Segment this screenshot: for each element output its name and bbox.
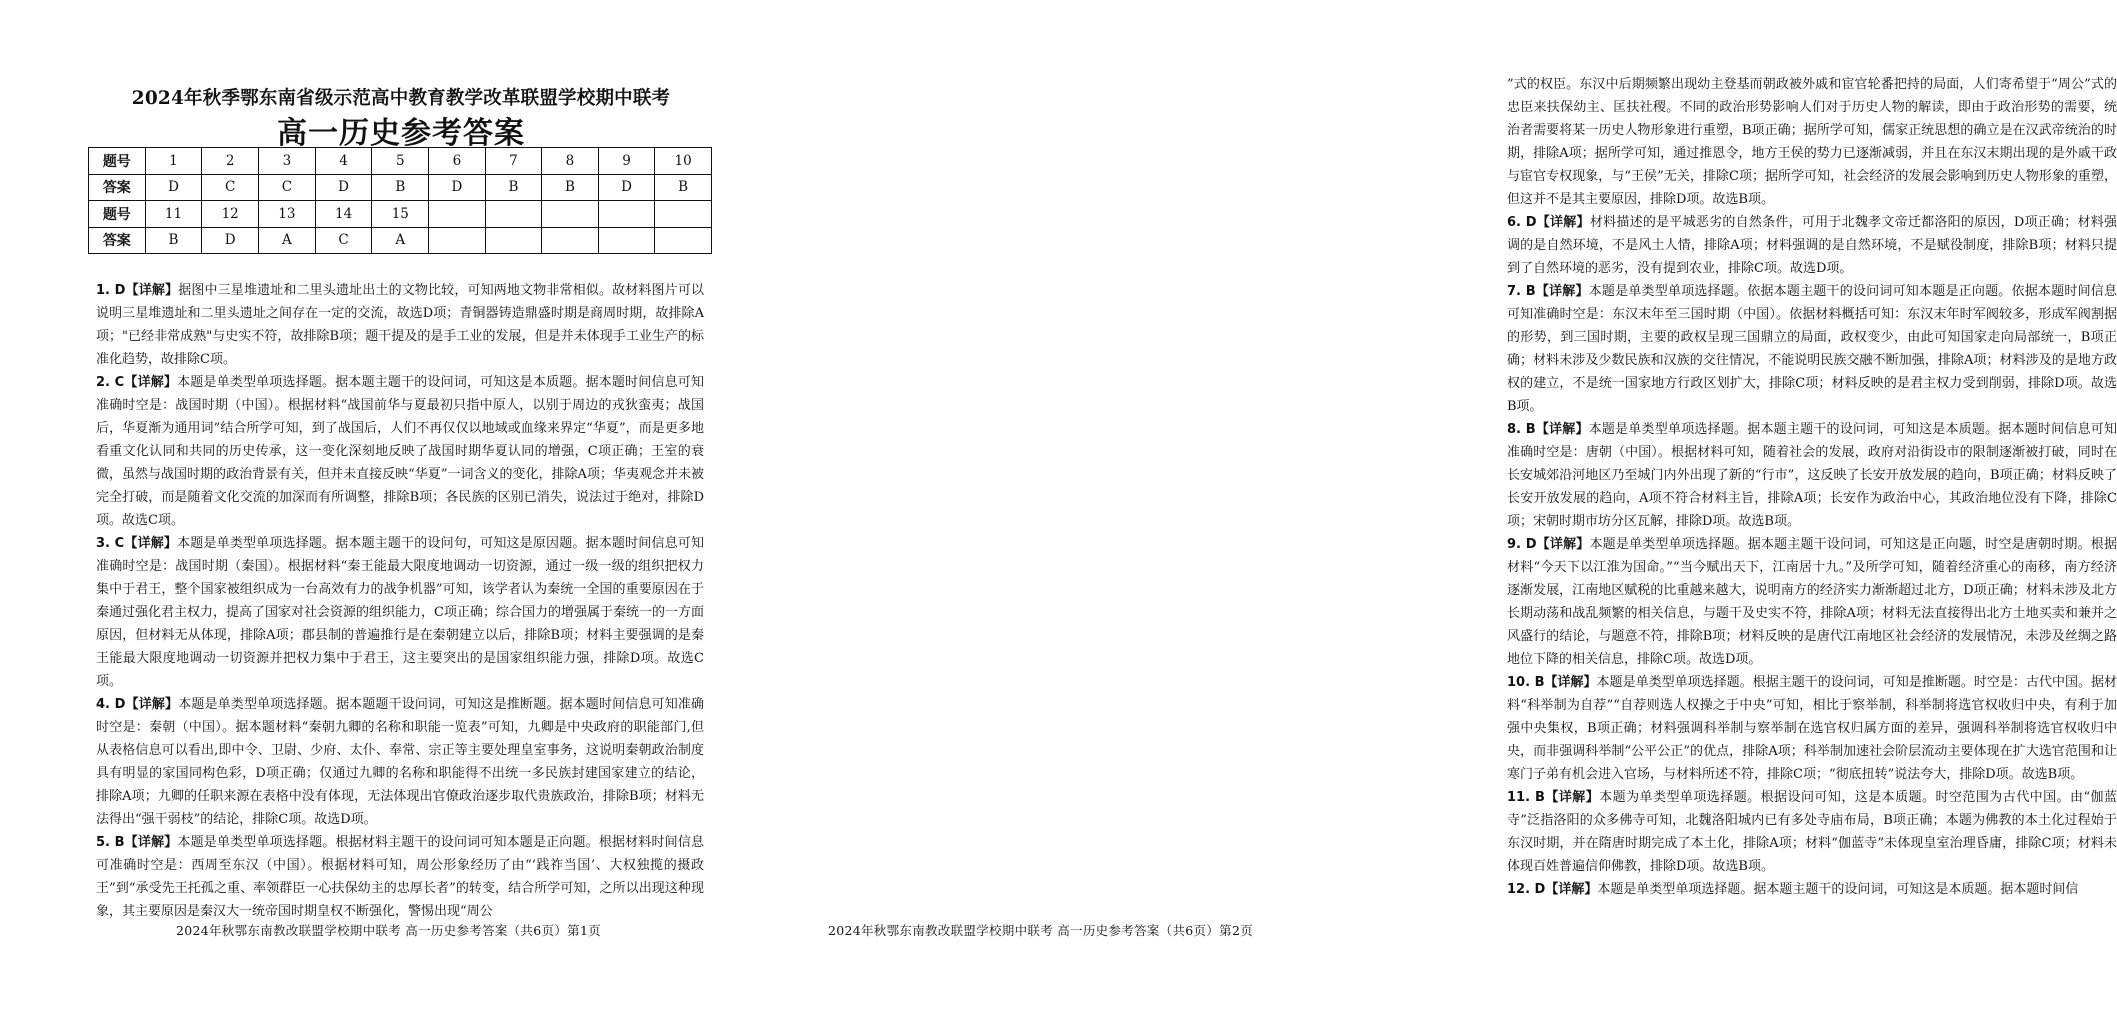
empty-cell bbox=[485, 201, 542, 228]
question-number: 8 bbox=[542, 148, 599, 175]
answer-cell: C bbox=[315, 227, 372, 254]
item-heading: 9. D【详解】 bbox=[1507, 537, 1590, 552]
item-text: 本题是单类型单项选择题。依据本题主题干的设问词可知本题是正向题。依据本题时间信息可知准确时空是：东汉末年至三国时期（中国）。依据材料概括可知：东汉末年时军阀较多，形成军阀割据的形势，到三国时期，主要的政权呈现三国鼎立的局面，政权变少，由此可知国家走向局部统一，B项正确；材料未涉及少数民族和汉族的交往情况，不能说明民族交融不断加强，排除A项；材料涉及的是地方政权的建立，不是统一国家地方行政区划扩大，排除C项；材料反映的是君主权力受到削弱，排除D项。故选B项。 bbox=[1507, 284, 2117, 414]
item-text: 本题是单类型单项选择题。据本题题干设问词，可知这是推断题。据本题时间信息可知准确时空是：秦朝（中国）。据本题材料“秦朝九卿的名称和职能一览表”可知，九卿是中央政府的职能部门,但从表格信息可以看出,即中令、卫尉、少府、太仆、奉常、宗正等主要处理皇室事务，这说明秦朝政治制度具有明显的家国同构色彩，D项正确；仅通过九卿的名称和职能得不出统一多民族封建国家建立的结论，排除A项；九卿的任职来源在表格中没有体现，无法体现出官僚政治逐步取代贵族政治，排除B项；材料无法得出“强干弱枝”的结论，排除C项。故选D项。 bbox=[96, 697, 704, 827]
question-number: 1 bbox=[145, 148, 202, 175]
answer-cell: A bbox=[372, 227, 429, 254]
question-number: 10 bbox=[655, 148, 712, 175]
question-number: 14 bbox=[315, 201, 372, 228]
question-number: 15 bbox=[372, 201, 429, 228]
empty-cell bbox=[598, 227, 655, 254]
explanation-item-11 bbox=[1507, 786, 2117, 878]
explanation-item-2 bbox=[96, 371, 704, 532]
question-number: 3 bbox=[259, 148, 316, 175]
page-footer: 2024年秋鄂东南教改联盟学校期中联考 高一历史参考答案（共6页）第1页 bbox=[176, 923, 601, 938]
empty-cell bbox=[542, 201, 599, 228]
question-number: 7 bbox=[485, 148, 542, 175]
answer-cell: C bbox=[202, 174, 259, 201]
answer-cell: B bbox=[542, 174, 599, 201]
item-heading: 11. B【详解】 bbox=[1507, 790, 1600, 805]
row-label-answer: 答案 bbox=[89, 227, 146, 254]
item-heading: 12. D【详解】 bbox=[1507, 882, 1598, 897]
empty-cell bbox=[429, 227, 486, 254]
explanation-item-4 bbox=[96, 693, 704, 831]
continued-text: ”式的权臣。东汉中后期频繁出现幼主登基而朝政被外戚和宦官轮番把持的局面，人们寄希望于“周公”式的忠臣来扶保幼主、匡扶社稷。不同的政治形势影响人们对于历史人物的解读，即由于政治形势的需要，统治者需要将某一历史人物形象进行重塑，B项正确；据所学可知，儒家正统思想的确立是在汉武帝统治的时期，排除A项；据所学可知，通过推恩令，地方王侯的势力已逐渐减弱，并且在东汉末期出现的是外戚干政与宦官专权现象，与“王侯”无关，排除C项；据所学可知，社会经济的发展会影响到历史人物形象的重塑，但这并不是其主要原因，排除D项。故选B项。 bbox=[1507, 77, 2117, 207]
item-heading: 6. D【详解】 bbox=[1507, 215, 1590, 230]
row-label-answer: 答案 bbox=[89, 174, 146, 201]
empty-cell bbox=[598, 201, 655, 228]
question-number: 11 bbox=[145, 201, 202, 228]
empty-cell bbox=[485, 227, 542, 254]
page-2 bbox=[737, 0, 2117, 1021]
item-text: 本题为单类型单项选择题。根据设问可知，这是本质题。时空范围为古代中国。由“伽蓝寺”泛指洛阳的众多佛寺可知，北魏洛阳城内已有多处寺庙布局，B项正确；本题为佛教的本土化过程始于东汉时期，并在隋唐时期完成了本土化，排除A项；材料“伽蓝寺”未体现皇室治理昏庸，排除C项；材料未体现百姓普遍信仰佛教，排除D项。故选B项。 bbox=[1507, 790, 2117, 874]
answer-cell: B bbox=[145, 227, 202, 254]
explanation-item-1 bbox=[96, 279, 704, 371]
item-text: 本题是单类型单项选择题。据本题主题干的设问词，可知这是本质题。据本题时间信 bbox=[1597, 882, 2079, 897]
answer-row-1 bbox=[89, 174, 712, 201]
answer-cell: B bbox=[655, 174, 712, 201]
document-title: 高一历史参考答案 bbox=[277, 116, 525, 151]
question-row-1 bbox=[89, 148, 712, 175]
item-text: 本题是单类型单项选择题。根据主题干的设问词，可知是推断题。时空是：古代中国。据材料“科举制为自荐”“自荐则选人权操之于中央”可知，相比于察举制，科举制将选官权收归中央，有利于加强中央集权，B项正确；材料强调科举制与察举制在选官权归属方面的差异，强调科举制将选官权收归中央，而非强调科举制“公平公正”的优点，排除A项；科举制加速社会阶层流动主要体现在扩大选官范围和让寒门子弟有机会进入官场，与材料所述不符，排除C项；“彻底扭转”说法夸大，排除D项。故选B项。 bbox=[1507, 675, 2117, 782]
answer-cell: D bbox=[315, 174, 372, 201]
question-number: 4 bbox=[315, 148, 372, 175]
item-heading: 10. B【详解】 bbox=[1507, 675, 1597, 690]
row-label-question: 题号 bbox=[89, 201, 146, 228]
explanations-column-right bbox=[1507, 73, 2117, 901]
explanation-item-6 bbox=[1507, 211, 2117, 280]
item-text: 本题是单类型单项选择题。据本题主题干的设问词，可知这是本质题。据本题时间信息可知准确时空是：唐朝（中国）。根据材料可知，随着社会的发展，政府对沿街设市的限制逐渐被打破，同时在长安城郊沿河地区乃至城门内外出现了新的“行市”，这反映了长安开放发展的趋向，B项正确；材料反映了长安开放发展的趋向，A项不符合材料主旨，排除A项；长安作为政治中心，其政治地位没有下降，排除C项；宋朝时期市坊分区瓦解，排除D项。故选B项。 bbox=[1507, 422, 2117, 529]
explanation-item-12 bbox=[1507, 878, 2117, 901]
answer-cell: D bbox=[202, 227, 259, 254]
answer-row-2 bbox=[89, 227, 712, 254]
item-text: 本题是单类型单项选择题。据本题主题干设问词，可知这是正向题，时空是唐朝时期。根据材料“今天下以江淮为国命。”“当今赋出天下，江南居十九。”及所学可知，随着经济重心的南移，南方经济逐渐发展，江南地区赋税的比重越来越大，说明南方的经济实力渐渐超过北方，D项正确；材料未涉及北方长期动荡和战乱频繁的相关信息，与题干及史实不符，排除A项；材料无法直接得出北方土地买卖和兼并之风盛行的结论，与题意不符，排除B项；材料反映的是唐代江南地区社会经济的发展情况，未涉及丝绸之路地位下降的相关信息，排除C项。故选D项。 bbox=[1507, 537, 2117, 667]
page-1 bbox=[0, 0, 737, 1021]
item-heading: 7. B【详解】 bbox=[1507, 284, 1589, 299]
question-row-2 bbox=[89, 201, 712, 228]
item-text: 据图中三星堆遗址和二里头遗址出土的文物比较，可知两地文物非常相似。故材料图片可以说明三星堆遗址和二里头遗址之间存在一定的交流，故选D项；青铜器铸造鼎盛时期是商周时期，故排除A项；"已经非常成熟"与史实不符，故排除B项；题干提及的是手工业的发展，但是并未体现手工业生产的标准化趋势，故排除C项。 bbox=[96, 283, 704, 367]
answer-cell: C bbox=[259, 174, 316, 201]
question-number: 13 bbox=[259, 201, 316, 228]
item-heading: 4. D【详解】 bbox=[96, 697, 179, 712]
explanations-column-left bbox=[96, 279, 704, 923]
answer-cell: B bbox=[372, 174, 429, 201]
empty-cell bbox=[655, 201, 712, 228]
explanation-item-9 bbox=[1507, 533, 2117, 671]
item-text: 本题是单类型单项选择题。据本题主题干的设问句，可知这是原因题。据本题时间信息可知准确时空是：战国时期（秦国）。根据材料“秦王能最大限度地调动一切资源，通过一级一级的组织把权力集中于君王，整个国家被组织成为一台高效有力的战争机器”可知，该学者认为秦统一全国的重要原因在于秦通过强化君主权力，提高了国家对社会资源的组织能力，C项正确；综合国力的增强属于秦统一的一方面原因，但材料无从体现，排除A项；郡县制的普遍推行是在秦朝建立以后，排除B项；材料主要强调的是秦王能最大限度地调动一切资源并把权力集中于君王，这主要突出的是国家组织能力强，排除D项。故选C项。 bbox=[96, 536, 704, 689]
row-label-question: 题号 bbox=[89, 148, 146, 175]
answer-table bbox=[88, 147, 712, 254]
answer-cell: D bbox=[145, 174, 202, 201]
empty-cell bbox=[655, 227, 712, 254]
page-footer: 2024年秋鄂东南教改联盟学校期中联考 高一历史参考答案（共6页）第2页 bbox=[828, 923, 1253, 938]
answer-cell: D bbox=[598, 174, 655, 201]
item-heading: 3. C【详解】 bbox=[96, 536, 178, 551]
question-number: 6 bbox=[429, 148, 486, 175]
question-number: 12 bbox=[202, 201, 259, 228]
question-number: 5 bbox=[372, 148, 429, 175]
item-heading: 2. C【详解】 bbox=[96, 375, 178, 390]
item-heading: 8. B【详解】 bbox=[1507, 422, 1589, 437]
answer-cell: B bbox=[485, 174, 542, 201]
item-text: 本题是单类型单项选择题。根据材料主题干的设问词可知本题是正向题。根据材料时间信息可准确时空是：西周至东汉（中国）。根据材料可知，周公形象经历了由“‘践祚当国’、大权独揽的摄政王”到“承受先王托孤之重、率领群臣一心扶保幼主的忠厚长者”的转变，结合所学可知，之所以出现这种现象，其主要原因是秦汉大一统帝国时期皇权不断强化，警惕出现“周公 bbox=[96, 835, 704, 919]
empty-cell bbox=[542, 227, 599, 254]
empty-cell bbox=[429, 201, 486, 228]
explanation-item-3 bbox=[96, 532, 704, 693]
item-text: 材料描述的是平城恶劣的自然条件，可用于北魏孝文帝迁都洛阳的原因，D项正确；材料强调的是自然环境，不是风土人情，排除A项；材料强调的是自然环境，不是赋役制度，排除B项；材料只提到了自然环境的恶劣，没有提到农业，排除C项。故选D项。 bbox=[1507, 215, 2117, 276]
answer-cell: D bbox=[429, 174, 486, 201]
question-number: 9 bbox=[598, 148, 655, 175]
explanation-item-8 bbox=[1507, 418, 2117, 533]
question-number: 2 bbox=[202, 148, 259, 175]
item-heading: 1. D【详解】 bbox=[96, 283, 179, 298]
explanation-item-5 bbox=[96, 831, 704, 923]
explanation-item-10 bbox=[1507, 671, 2117, 786]
item-heading: 5. B【详解】 bbox=[96, 835, 178, 850]
explanation-item-7 bbox=[1507, 280, 2117, 418]
answer-cell: A bbox=[259, 227, 316, 254]
item-text: 本题是单类型单项选择题。据本题主题干的设问词，可知这是本质题。据本题时间信息可知准确时空是：战国时期（中国）。根据材料“战国前华与夏最初只指中原人，以别于周边的戎狄蛮夷；战国后，华夏渐为通用词”结合所学可知，到了战国后，人们不再仅仅以地域或血缘来界定“华夏”，而是更多地看重文化认同和共同的历史传承，这一变化深刻地反映了战国时期华夏认同的增强，C项正确；王室的衰微，虽然与战国时期的政治背景有关，但并未直接反映“华夏”一词含义的变化，排除A项；华夷观念并未被完全打破，而是随着文化交流的加深而有所调整，排除B项；各民族的区别已消失，说法过于绝对，排除D项。故选C项。 bbox=[96, 375, 704, 528]
exam-title: 2024年秋季鄂东南省级示范高中教育教学改革联盟学校期中联考 bbox=[131, 88, 671, 109]
